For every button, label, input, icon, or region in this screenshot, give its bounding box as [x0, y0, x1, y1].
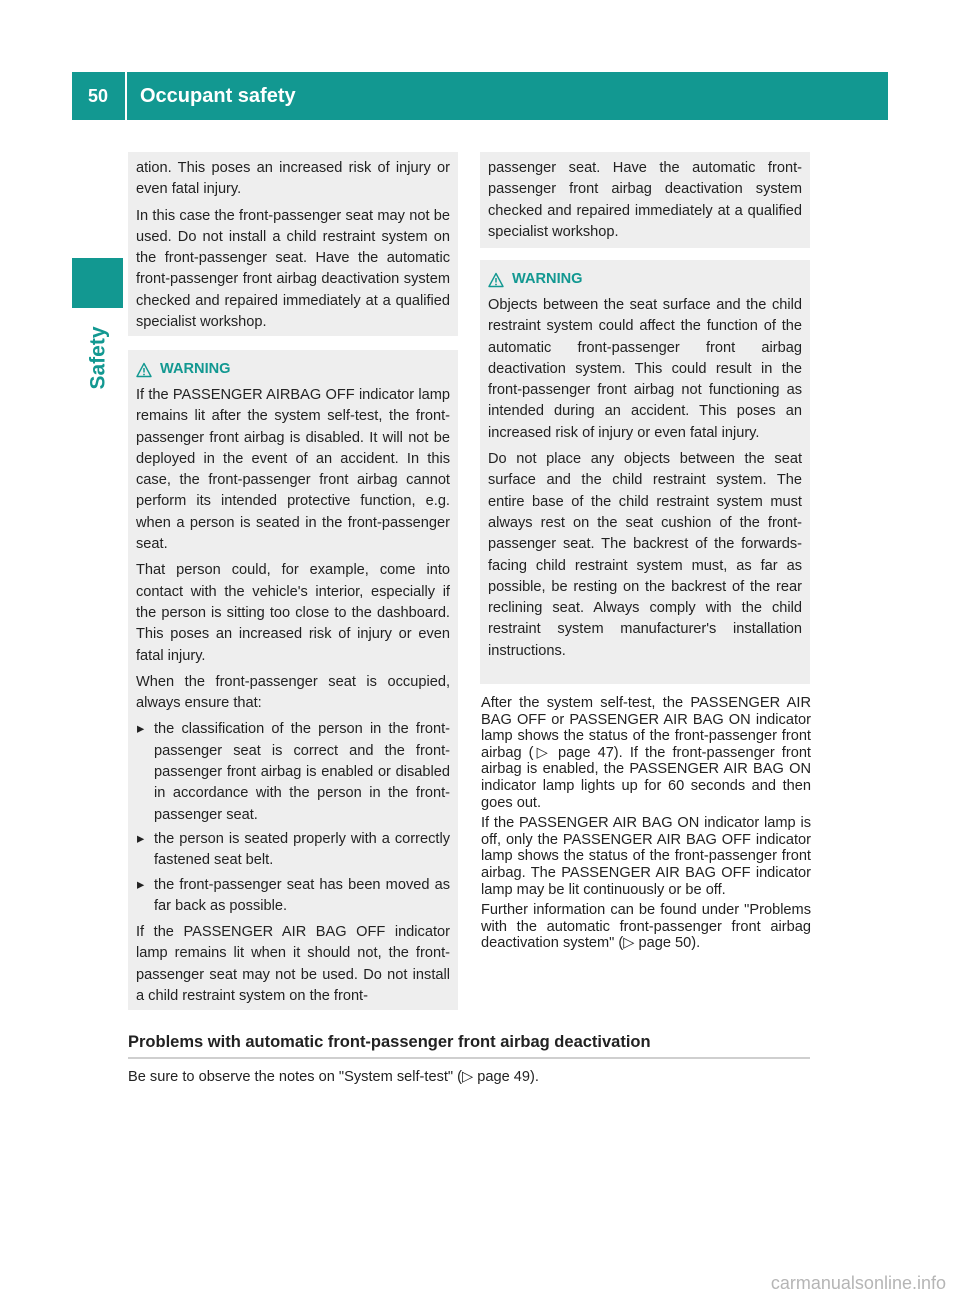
section-body: Be sure to observe the notes on "System self-test" (▷ page 49).: [128, 1069, 539, 1085]
left-continuation-box: [128, 152, 458, 336]
list-item: ▸ the front-passenger seat has been moved as far back as possible.: [136, 875, 450, 918]
list-item: ▸ the person is seated properly with a correctly fastened seat belt.: [136, 829, 450, 872]
right-continuation-box: [480, 152, 810, 248]
warning-triangle-icon: [488, 272, 504, 288]
paragraph: In this case the front-passenger seat may not be used. Do not install a child restraint system on the front-passenger seat. Have the automatic front-passenger front airbag deactivation system checked and repaired immediately at a qualified specialist workshop.: [136, 207, 450, 331]
paragraph: When the front-passenger seat is occupied, always ensure that:: [136, 673, 450, 712]
paragraph: If the PASSENGER AIR BAG OFF indicator lamp remains lit when it should not, the front-passenger seat may not be used. Do not install a child restraint system on the front-: [136, 924, 450, 1005]
right-body-text: [481, 695, 811, 956]
warning-heading: [488, 269, 802, 290]
paragraph: Further information can be found under "Problems with the automatic front-passenger front airbag deactivation system" (▷ page 50).: [481, 902, 811, 952]
section-tab-text: Safety: [87, 326, 110, 390]
left-warning-box: [128, 350, 458, 1010]
section-tab-label: [76, 318, 122, 398]
paragraph: ation. This poses an increased risk of injury or even fatal injury.: [136, 160, 450, 198]
page-title: Occupant safety: [140, 84, 296, 107]
warning-heading: [136, 359, 450, 380]
paragraph: passenger seat. Have the automatic front-passenger front airbag deactivation system checked and repaired immediately at a qualified specialist workshop.: [488, 160, 802, 240]
paragraph: Do not place any objects between the seat surface and the child restraint system. The entire base of the child restraint system must always rest on the seat cushion of the front-passenger seat. The backrest of the forwards-facing child restraint system must, as far as possible, be resting on the backrest of the rear reclining seat. Always comply with the child restraint system manufacturer's installation instructions.: [488, 451, 802, 659]
warning-triangle-icon: [136, 362, 152, 378]
section-heading: Problems with automatic front-passenger front airbag deactivation: [128, 1033, 651, 1051]
page-number: 50: [87, 85, 109, 106]
section-divider: [128, 1057, 810, 1059]
paragraph: That person could, for example, come into contact with the vehicle's interior, especially if the person is sitting too close to the dashboard. This poses an increased risk of injury or even fatal injury.: [136, 562, 450, 664]
bullet-list: [136, 719, 450, 917]
paragraph: If the PASSENGER AIRBAG OFF indicator lamp remains lit after the system self-test, the front-passenger front airbag is disabled. It will not be deployed in the event of an accident. In this case, the front-passenger front airbag cannot perform its intended protective function, e.g. when a person is seated in the front-passenger seat.: [136, 387, 450, 553]
warning-label: WARNING: [160, 361, 231, 377]
list-item: ▸ the classification of the person in the front-passenger seat is correct and the front-passenger front airbag is enabled or disabled in accordance with the person in the front-passenger seat.: [136, 719, 450, 825]
paragraph: If the PASSENGER AIR BAG ON indicator lamp is off, only the PASSENGER AIR BAG OFF indicator lamp shows the status of the front-passenger front airbag. The PASSENGER AIR BAG OFF indicator lamp may be lit continuously or be off.: [481, 815, 811, 898]
paragraph: After the system self-test, the PASSENGER AIR BAG OFF or PASSENGER AIR BAG ON indicator lamp shows the status of the front-passenger front airbag (▷ page 47). If the front-passenger front airbag is enabled, the PASSENGER AIR BAG ON indicator lamp lights up for 60 seconds and then goes out.: [481, 695, 811, 811]
watermark: carmanualsonline.info: [770, 1273, 946, 1293]
right-warning-box: [480, 260, 810, 684]
section-tab-marker: [72, 258, 123, 308]
warning-label: WARNING: [512, 271, 583, 287]
paragraph: Objects between the seat surface and the child restraint system could affect the function of the automatic front-passenger front airbag deactivation system. This could result in the front-passenger front airbag not functioning as intended during an accident. This poses an increased risk of injury or even fatal injury.: [488, 297, 802, 441]
header-divider: [125, 72, 127, 120]
